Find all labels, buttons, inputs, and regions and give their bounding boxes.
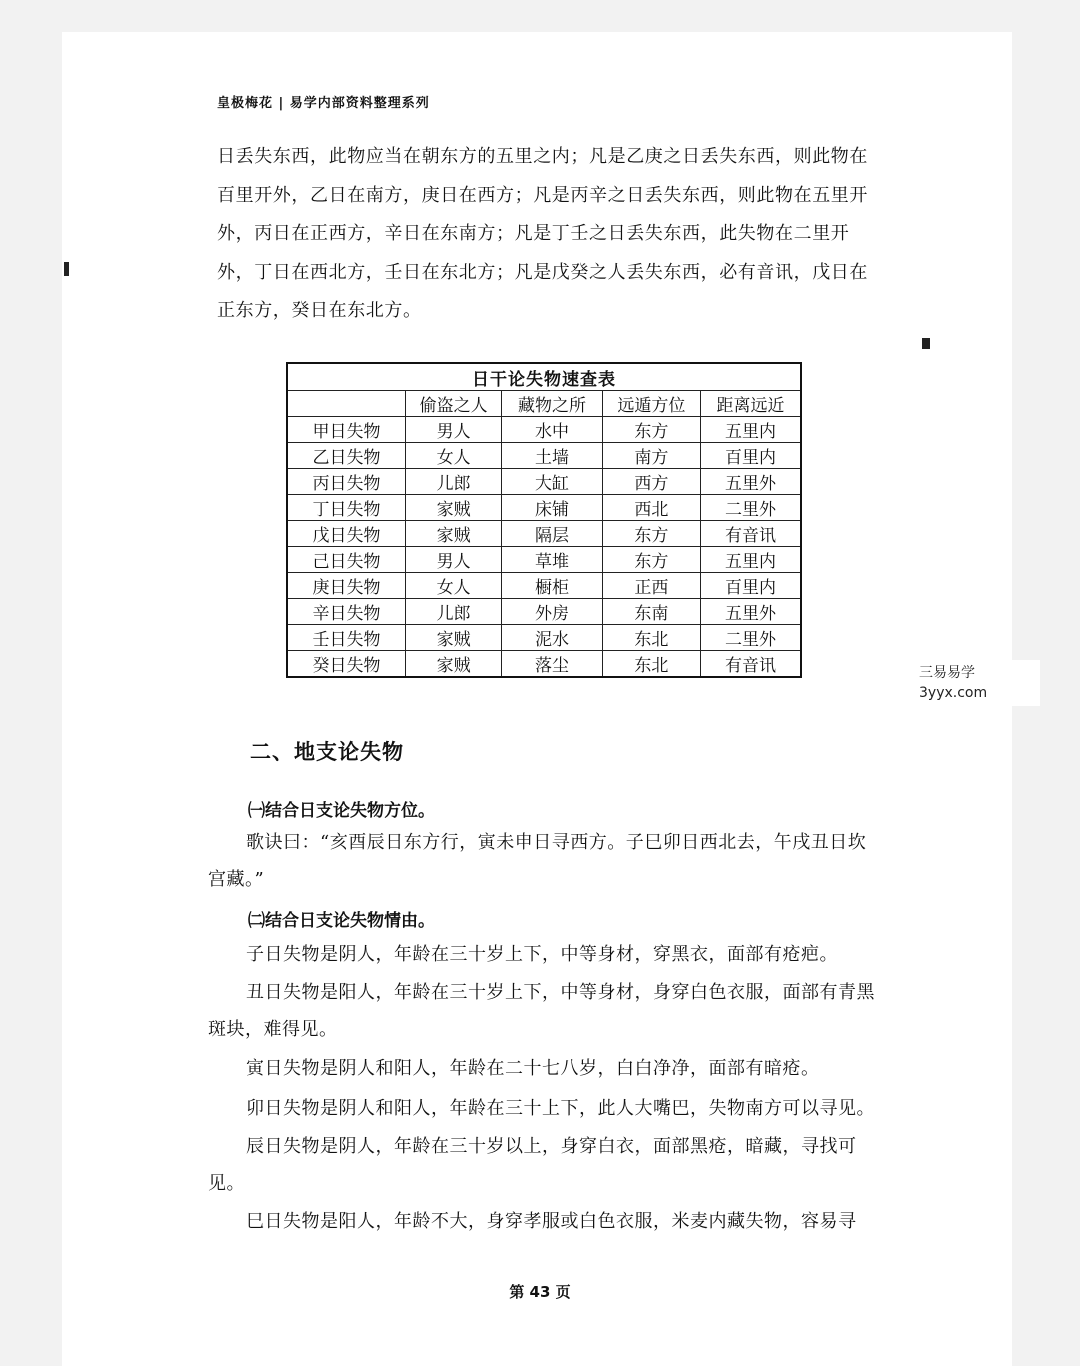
table-cell: 百里内 [701, 573, 801, 599]
intro-paragraph: 日丢失东西，此物应当在朝东方的五里之内；凡是乙庚之日丢失东西，则此物在百里开外，乙日在南方，庚日在西方；凡是丙辛之日丢失东西，则此物在五里开外，丙日在正西方，辛日在东南方；凡是丁壬之日丢失东西，此失物在二里开外，丁日在西北方，壬日在东北方；凡是戊癸之人丢失东西，必有音讯，戊日在正东方，癸日在东北方。 [217, 146, 868, 321]
watermark [905, 660, 1040, 706]
table-header-cell [287, 391, 405, 417]
table-header-cell: 远遁方位 [602, 391, 700, 417]
table-header-cell: 偷盗之人 [405, 391, 501, 417]
table-cell: 己日失物 [287, 547, 405, 573]
table-cell: 家贼 [405, 625, 501, 651]
table-cell: 百里内 [701, 443, 801, 469]
section-title: 二、地支论失物 [250, 740, 404, 764]
lookup-table [286, 362, 802, 678]
table-row [287, 495, 801, 521]
table-cell: 儿郎 [405, 469, 501, 495]
table-row [287, 547, 801, 573]
table-cell: 甲日失物 [287, 417, 405, 443]
table-cell: 隔层 [502, 521, 602, 547]
body-paragraph: 辰日失物是阴人，年龄在三十岁以上，身穿白衣，面部黑疮，暗藏，寻找可见。 [208, 1136, 857, 1194]
table-cell: 五里内 [701, 547, 801, 573]
watermark-name: 三易易学 [919, 665, 975, 681]
table-cell: 庚日失物 [287, 573, 405, 599]
scan-speck [64, 262, 69, 276]
table-cell: 土墙 [502, 443, 602, 469]
table-body [287, 417, 801, 678]
table-cell: 东方 [602, 417, 700, 443]
table-header-cell: 藏物之所 [502, 391, 602, 417]
verse-paragraph: 歌诀曰：“亥酉辰日东方行，寅未申日寻西方。子巳卯日西北去，午戌丑日坎宫藏。” [208, 832, 867, 890]
table-cell: 五里内 [701, 417, 801, 443]
table-row [287, 625, 801, 651]
watermark-url: 3yyx.com [919, 685, 988, 701]
page-number: 第 43 页 [509, 1283, 571, 1301]
table-cell: 乙日失物 [287, 443, 405, 469]
table-cell: 五里外 [701, 599, 801, 625]
body-paragraph: 丑日失物是阳人，年龄在三十岁上下，中等身材，身穿白色衣服，面部有青黑斑块，难得见。 [208, 982, 875, 1040]
table-caption: 日干论失物速查表 [287, 363, 801, 391]
table-cell: 床铺 [502, 495, 602, 521]
body-paragraph: 子日失物是阴人，年龄在三十岁上下，中等身材，穿黑衣，面部有疮疤。 [246, 944, 838, 965]
table-cell: 正西 [602, 573, 700, 599]
table-cell: 家贼 [405, 495, 501, 521]
body-paragraph: 巳日失物是阳人，年龄不大，身穿孝服或白色衣服，米麦内藏失物，容易寻 [246, 1211, 857, 1232]
table-row [287, 521, 801, 547]
table-cell: 东北 [602, 625, 700, 651]
table-row [287, 443, 801, 469]
table-cell: 东北 [602, 651, 700, 678]
running-header: 皇极梅花 | 易学内部资料整理系列 [217, 96, 430, 111]
table-cell: 癸日失物 [287, 651, 405, 678]
table-row [287, 651, 801, 678]
table-header-cell: 距离远近 [701, 391, 801, 417]
table-cell: 橱柜 [502, 573, 602, 599]
table-cell: 外房 [502, 599, 602, 625]
table-cell: 壬日失物 [287, 625, 405, 651]
body-paragraph: 卯日失物是阴人和阳人，年龄在三十上下，此人大嘴巴，失物南方可以寻见。 [246, 1098, 875, 1119]
table-row [287, 599, 801, 625]
table-cell: 南方 [602, 443, 700, 469]
table-cell: 大缸 [502, 469, 602, 495]
table-cell: 有音讯 [701, 521, 801, 547]
table-cell: 女人 [405, 443, 501, 469]
table-cell: 落尘 [502, 651, 602, 678]
table-cell: 辛日失物 [287, 599, 405, 625]
table-cell: 东方 [602, 547, 700, 573]
body-paragraph: 寅日失物是阴人和阳人，年龄在二十七八岁，白白净净，面部有暗疮。 [246, 1058, 820, 1079]
table-cell: 有音讯 [701, 651, 801, 678]
table-cell: 儿郎 [405, 599, 501, 625]
table-cell: 家贼 [405, 521, 501, 547]
table-cell: 男人 [405, 417, 501, 443]
table-cell: 二里外 [701, 625, 801, 651]
scan-speck [922, 338, 930, 349]
table-cell: 泥水 [502, 625, 602, 651]
table-row [287, 573, 801, 599]
table-cell: 西方 [602, 469, 700, 495]
table-cell: 草堆 [502, 547, 602, 573]
table-row [287, 417, 801, 443]
table-cell: 二里外 [701, 495, 801, 521]
table-cell: 西北 [602, 495, 700, 521]
table-cell: 五里外 [701, 469, 801, 495]
table-row [287, 469, 801, 495]
table-cell: 家贼 [405, 651, 501, 678]
table-cell: 东方 [602, 521, 700, 547]
table-cell: 东南 [602, 599, 700, 625]
table-cell: 丙日失物 [287, 469, 405, 495]
table-cell: 戊日失物 [287, 521, 405, 547]
subheading-direction: ㈠结合日支论失物方位。 [248, 801, 435, 821]
table-cell: 女人 [405, 573, 501, 599]
table-cell: 水中 [502, 417, 602, 443]
table-cell: 男人 [405, 547, 501, 573]
subheading-circumstance: ㈡结合日支论失物情由。 [248, 911, 435, 931]
table-cell: 丁日失物 [287, 495, 405, 521]
